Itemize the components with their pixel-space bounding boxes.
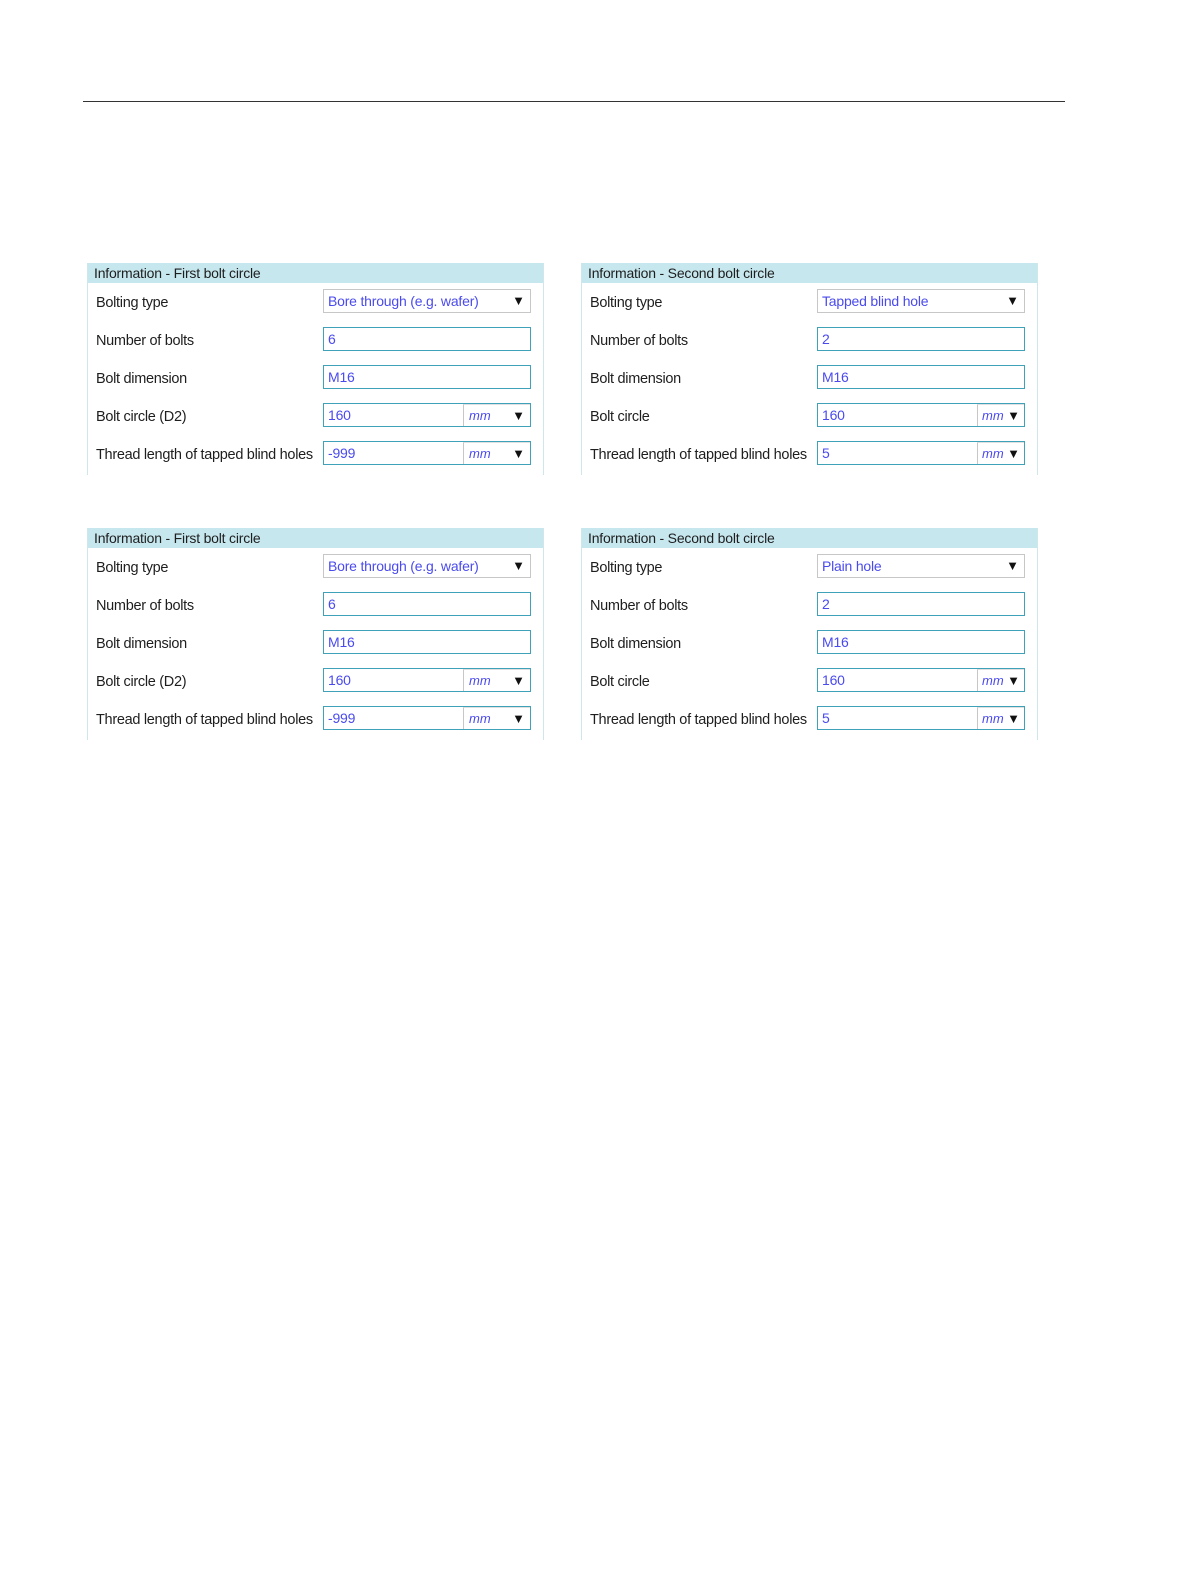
unit-label: mm [469, 408, 491, 423]
thread-length-value: 5 [822, 445, 830, 461]
bolting-type-select[interactable] [323, 289, 531, 313]
bolting-type-label: Bolting type [96, 560, 169, 576]
bolting-type-row [88, 285, 543, 323]
unit-select[interactable] [463, 404, 530, 426]
bolt-dimension-row [88, 361, 543, 399]
number-of-bolts-input[interactable] [817, 327, 1025, 351]
thread-length-row [582, 437, 1037, 475]
unit-select[interactable] [977, 669, 1024, 691]
number-of-bolts-value: 6 [328, 331, 336, 347]
panel-title: Information - First bolt circle [88, 263, 543, 283]
thread-length-value: 5 [822, 710, 830, 726]
number-of-bolts-row [582, 588, 1037, 626]
bolting-type-row [582, 285, 1037, 323]
unit-select[interactable] [977, 707, 1024, 729]
bolt-circle-row [582, 399, 1037, 437]
unit-label: mm [982, 446, 1004, 461]
bolt-dimension-label: Bolt dimension [590, 636, 681, 652]
unit-select[interactable] [977, 442, 1024, 464]
second-bolt-circle-panel [581, 263, 1038, 475]
bolt-dimension-label: Bolt dimension [590, 371, 681, 387]
bolting-type-label: Bolting type [590, 560, 663, 576]
thread-length-value: -999 [328, 445, 356, 461]
dropdown-arrow-icon[interactable]: ▼ [1007, 673, 1020, 688]
first-bolt-circle-panel [87, 528, 544, 740]
bolt-dimension-input[interactable] [817, 365, 1025, 389]
thread-length-label: Thread length of tapped blind holes [96, 447, 313, 463]
bolt-circle-input[interactable] [817, 668, 1025, 692]
dropdown-arrow-icon[interactable]: ▼ [1006, 558, 1019, 573]
bolting-type-select[interactable] [817, 554, 1025, 578]
thread-length-input[interactable] [323, 706, 531, 730]
thread-length-input[interactable] [817, 441, 1025, 465]
number-of-bolts-value: 2 [822, 331, 830, 347]
number-of-bolts-input[interactable] [323, 327, 531, 351]
dropdown-arrow-icon[interactable]: ▼ [512, 558, 525, 573]
thread-length-row [88, 437, 543, 475]
bolt-circle-input[interactable] [323, 668, 531, 692]
bolt-circle-label: Bolt circle (D2) [96, 409, 187, 425]
unit-select[interactable] [977, 404, 1024, 426]
thread-length-row [582, 702, 1037, 740]
unit-label: mm [982, 673, 1004, 688]
bolt-circle-value: 160 [328, 672, 351, 688]
bolt-circle-row [88, 399, 543, 437]
bolt-circle-label: Bolt circle [590, 674, 650, 690]
number-of-bolts-value: 6 [328, 596, 336, 612]
bolting-type-select[interactable] [323, 554, 531, 578]
bolt-circle-input[interactable] [323, 403, 531, 427]
number-of-bolts-label: Number of bolts [590, 598, 688, 614]
bolt-dimension-value: M16 [822, 634, 849, 650]
bolting-type-label: Bolting type [96, 295, 169, 311]
panel-title: Information - First bolt circle [88, 528, 543, 548]
dropdown-arrow-icon[interactable]: ▼ [512, 446, 525, 461]
bolting-type-value: Plain hole [822, 558, 882, 574]
bolt-dimension-label: Bolt dimension [96, 636, 187, 652]
dropdown-arrow-icon[interactable]: ▼ [512, 673, 525, 688]
dropdown-arrow-icon[interactable]: ▼ [512, 711, 525, 726]
bolt-circle-value: 160 [822, 407, 845, 423]
bolt-dimension-row [88, 626, 543, 664]
thread-length-row [88, 702, 543, 740]
number-of-bolts-row [88, 588, 543, 626]
unit-label: mm [982, 408, 1004, 423]
number-of-bolts-input[interactable] [323, 592, 531, 616]
bolt-dimension-row [582, 626, 1037, 664]
unit-label: mm [469, 446, 491, 461]
bolt-dimension-value: M16 [328, 634, 355, 650]
bolting-type-label: Bolting type [590, 295, 663, 311]
bolting-type-value: Bore through (e.g. wafer) [328, 558, 479, 574]
bolt-circle-value: 160 [328, 407, 351, 423]
number-of-bolts-row [88, 323, 543, 361]
bolt-dimension-value: M16 [822, 369, 849, 385]
bolt-circle-row [582, 664, 1037, 702]
unit-select[interactable] [463, 669, 530, 691]
first-bolt-circle-panel [87, 263, 544, 475]
page-header-rule [83, 101, 1065, 102]
dropdown-arrow-icon[interactable]: ▼ [512, 293, 525, 308]
bolting-type-value: Tapped blind hole [822, 293, 929, 309]
unit-select[interactable] [463, 707, 530, 729]
number-of-bolts-row [582, 323, 1037, 361]
bolting-type-row [582, 550, 1037, 588]
number-of-bolts-label: Number of bolts [96, 598, 194, 614]
bolt-circle-value: 160 [822, 672, 845, 688]
panel-title: Information - Second bolt circle [582, 263, 1037, 283]
bolt-dimension-label: Bolt dimension [96, 371, 187, 387]
dropdown-arrow-icon[interactable]: ▼ [512, 408, 525, 423]
bolt-circle-input[interactable] [817, 403, 1025, 427]
panel-title: Information - Second bolt circle [582, 528, 1037, 548]
unit-select[interactable] [463, 442, 530, 464]
unit-label: mm [469, 673, 491, 688]
number-of-bolts-label: Number of bolts [590, 333, 688, 349]
number-of-bolts-label: Number of bolts [96, 333, 194, 349]
thread-length-label: Thread length of tapped blind holes [96, 712, 313, 728]
number-of-bolts-input[interactable] [817, 592, 1025, 616]
second-bolt-circle-panel [581, 528, 1038, 740]
bolt-dimension-input[interactable] [323, 630, 531, 654]
bolt-circle-label: Bolt circle (D2) [96, 674, 187, 690]
number-of-bolts-value: 2 [822, 596, 830, 612]
thread-length-value: -999 [328, 710, 356, 726]
dropdown-arrow-icon[interactable]: ▼ [1007, 446, 1020, 461]
thread-length-label: Thread length of tapped blind holes [590, 447, 807, 463]
dropdown-arrow-icon[interactable]: ▼ [1006, 293, 1019, 308]
bolt-circle-label: Bolt circle [590, 409, 650, 425]
unit-label: mm [982, 711, 1004, 726]
thread-length-label: Thread length of tapped blind holes [590, 712, 807, 728]
bolt-dimension-input[interactable] [817, 630, 1025, 654]
unit-label: mm [469, 711, 491, 726]
thread-length-input[interactable] [323, 441, 531, 465]
bolt-dimension-row [582, 361, 1037, 399]
dropdown-arrow-icon[interactable]: ▼ [1007, 408, 1020, 423]
bolting-type-row [88, 550, 543, 588]
bolt-dimension-value: M16 [328, 369, 355, 385]
bolt-circle-row [88, 664, 543, 702]
thread-length-input[interactable] [817, 706, 1025, 730]
bolting-type-value: Bore through (e.g. wafer) [328, 293, 479, 309]
bolting-type-select[interactable] [817, 289, 1025, 313]
dropdown-arrow-icon[interactable]: ▼ [1007, 711, 1020, 726]
bolt-dimension-input[interactable] [323, 365, 531, 389]
